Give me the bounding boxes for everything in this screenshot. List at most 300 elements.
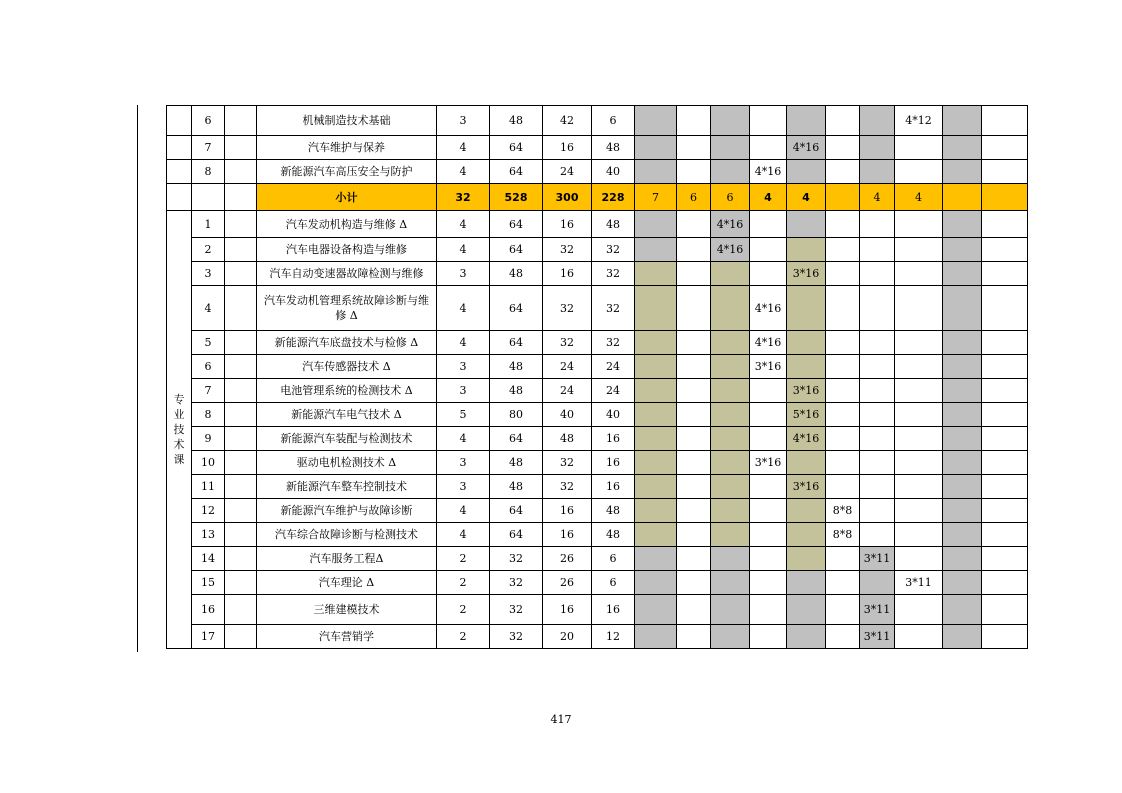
course-name-cell: 汽车综合故障诊断与检测技术 bbox=[257, 523, 437, 547]
course-code-cell bbox=[225, 238, 257, 262]
semester-cell bbox=[677, 136, 711, 160]
semester-cell bbox=[860, 331, 895, 355]
table-row bbox=[167, 160, 1028, 184]
semester-cell bbox=[860, 262, 895, 286]
credits-cell: 3 bbox=[437, 262, 490, 286]
practice-hours-cell: 40 bbox=[592, 160, 635, 184]
practice-hours-cell: 48 bbox=[592, 499, 635, 523]
course-name-cell: 汽车自动变速器故障检测与维修 bbox=[257, 262, 437, 286]
semester-cell bbox=[982, 547, 1028, 571]
semester-cell: 4*16 bbox=[750, 160, 787, 184]
row-number-cell: 11 bbox=[192, 475, 225, 499]
semester-cell bbox=[711, 475, 750, 499]
practice-hours-cell: 48 bbox=[592, 136, 635, 160]
semester-cell bbox=[635, 379, 677, 403]
semester-cell: 3*16 bbox=[750, 355, 787, 379]
theory-hours-cell: 24 bbox=[543, 355, 592, 379]
credits-cell: 2 bbox=[437, 571, 490, 595]
credits-cell: 3 bbox=[437, 379, 490, 403]
semester-cell bbox=[711, 331, 750, 355]
row-number-cell: 6 bbox=[192, 355, 225, 379]
subtotal-label: 小计 bbox=[257, 184, 437, 211]
semester-cell bbox=[750, 106, 787, 136]
semester-cell bbox=[895, 136, 943, 160]
semester-cell bbox=[895, 355, 943, 379]
semester-cell bbox=[826, 571, 860, 595]
semester-cell bbox=[635, 262, 677, 286]
course-code-cell bbox=[225, 571, 257, 595]
semester-cell bbox=[895, 262, 943, 286]
course-name-cell: 电池管理系统的检测技术 Δ bbox=[257, 379, 437, 403]
semester-cell: 3*16 bbox=[787, 379, 826, 403]
semester-cell bbox=[895, 379, 943, 403]
total-hours-cell: 48 bbox=[490, 451, 543, 475]
credits-cell: 4 bbox=[437, 499, 490, 523]
course-name-cell: 三维建模技术 bbox=[257, 595, 437, 625]
semester-cell bbox=[982, 475, 1028, 499]
semester-cell bbox=[982, 427, 1028, 451]
semester-cell bbox=[635, 625, 677, 649]
row-number-cell: 8 bbox=[192, 160, 225, 184]
theory-hours-cell: 32 bbox=[543, 451, 592, 475]
semester-cell bbox=[943, 286, 982, 331]
semester-cell bbox=[860, 286, 895, 331]
semester-cell bbox=[982, 523, 1028, 547]
semester-cell bbox=[787, 331, 826, 355]
total-hours-cell: 64 bbox=[490, 238, 543, 262]
total-hours-cell: 48 bbox=[490, 262, 543, 286]
page-number: 417 bbox=[550, 713, 572, 726]
semester-subtotal-cell: 7 bbox=[635, 184, 677, 211]
credits-cell: 3 bbox=[437, 451, 490, 475]
semester-cell bbox=[943, 403, 982, 427]
table-row bbox=[167, 451, 1028, 475]
course-name-cell: 汽车发动机构造与维修 Δ bbox=[257, 211, 437, 238]
semester-subtotal-cell bbox=[982, 184, 1028, 211]
course-name-cell: 新能源汽车装配与检测技术 bbox=[257, 427, 437, 451]
course-code-cell bbox=[225, 355, 257, 379]
practice-hours-cell: 32 bbox=[592, 286, 635, 331]
semester-cell: 3*16 bbox=[750, 451, 787, 475]
semester-cell bbox=[635, 523, 677, 547]
course-code-cell bbox=[225, 547, 257, 571]
course-code-cell bbox=[225, 262, 257, 286]
semester-cell bbox=[635, 211, 677, 238]
table-row bbox=[167, 547, 1028, 571]
theory-hours-cell: 42 bbox=[543, 106, 592, 136]
total-hours-cell: 32 bbox=[490, 547, 543, 571]
course-code-cell bbox=[225, 331, 257, 355]
semester-cell bbox=[982, 136, 1028, 160]
row-number-cell: 14 bbox=[192, 547, 225, 571]
table-row bbox=[167, 355, 1028, 379]
semester-cell bbox=[677, 160, 711, 184]
semester-cell bbox=[860, 571, 895, 595]
semester-cell bbox=[750, 427, 787, 451]
semester-cell bbox=[982, 355, 1028, 379]
semester-cell bbox=[826, 286, 860, 331]
practice-hours-cell: 16 bbox=[592, 595, 635, 625]
semester-cell bbox=[711, 451, 750, 475]
semester-cell bbox=[677, 403, 711, 427]
semester-cell bbox=[677, 106, 711, 136]
semester-cell bbox=[943, 160, 982, 184]
credits-cell: 3 bbox=[437, 475, 490, 499]
row-number-cell: 6 bbox=[192, 106, 225, 136]
semester-cell bbox=[711, 262, 750, 286]
semester-cell: 8*8 bbox=[826, 523, 860, 547]
credits-cell: 4 bbox=[437, 136, 490, 160]
semester-cell bbox=[635, 547, 677, 571]
semester-cell bbox=[635, 427, 677, 451]
semester-cell bbox=[943, 571, 982, 595]
course-code-cell bbox=[225, 184, 257, 211]
table-row bbox=[167, 595, 1028, 625]
category-label-line: 专业 bbox=[173, 393, 185, 421]
semester-cell bbox=[635, 238, 677, 262]
semester-cell bbox=[787, 547, 826, 571]
course-name-cell: 新能源汽车底盘技术与检修 Δ bbox=[257, 331, 437, 355]
course-code-cell bbox=[225, 403, 257, 427]
course-code-cell bbox=[225, 379, 257, 403]
semester-cell bbox=[982, 262, 1028, 286]
semester-cell: 4*12 bbox=[895, 106, 943, 136]
semester-cell bbox=[750, 238, 787, 262]
semester-cell bbox=[635, 451, 677, 475]
semester-cell bbox=[943, 238, 982, 262]
semester-cell bbox=[982, 379, 1028, 403]
semester-cell bbox=[677, 547, 711, 571]
theory-hours-cell: 26 bbox=[543, 571, 592, 595]
semester-cell bbox=[635, 475, 677, 499]
semester-cell bbox=[826, 160, 860, 184]
semester-cell bbox=[860, 355, 895, 379]
total-hours-cell: 64 bbox=[490, 160, 543, 184]
table-row bbox=[167, 106, 1028, 136]
credits-cell: 4 bbox=[437, 331, 490, 355]
semester-cell bbox=[635, 595, 677, 625]
course-code-cell bbox=[225, 523, 257, 547]
semester-cell bbox=[982, 625, 1028, 649]
semester-cell bbox=[711, 523, 750, 547]
semester-cell: 3*11 bbox=[860, 595, 895, 625]
semester-cell bbox=[943, 523, 982, 547]
semester-cell bbox=[711, 286, 750, 331]
course-name-cell: 汽车理论 Δ bbox=[257, 571, 437, 595]
total-hours-cell: 64 bbox=[490, 523, 543, 547]
table-row bbox=[167, 379, 1028, 403]
semester-cell bbox=[982, 595, 1028, 625]
total-hours-cell: 32 bbox=[490, 595, 543, 625]
course-name-cell: 新能源汽车整车控制技术 bbox=[257, 475, 437, 499]
total-hours-cell: 48 bbox=[490, 379, 543, 403]
theory-hours-cell: 40 bbox=[543, 403, 592, 427]
semester-cell bbox=[826, 238, 860, 262]
semester-cell bbox=[750, 211, 787, 238]
credits-cell: 4 bbox=[437, 523, 490, 547]
course-name-cell: 机械制造技术基础 bbox=[257, 106, 437, 136]
course-code-cell bbox=[225, 136, 257, 160]
course-name-cell: 新能源汽车维护与故障诊断 bbox=[257, 499, 437, 523]
semester-cell bbox=[943, 136, 982, 160]
semester-cell bbox=[787, 523, 826, 547]
semester-cell: 8*8 bbox=[826, 499, 860, 523]
left-margin-rule bbox=[137, 105, 138, 652]
semester-cell bbox=[895, 595, 943, 625]
category-cell bbox=[167, 106, 192, 136]
theory-hours-cell: 16 bbox=[543, 262, 592, 286]
semester-cell bbox=[711, 403, 750, 427]
semester-cell bbox=[711, 595, 750, 625]
semester-cell bbox=[750, 379, 787, 403]
course-name-cell: 驱动电机检测技术 Δ bbox=[257, 451, 437, 475]
table-row bbox=[167, 571, 1028, 595]
semester-cell bbox=[826, 355, 860, 379]
semester-cell bbox=[711, 355, 750, 379]
semester-cell bbox=[750, 625, 787, 649]
semester-cell bbox=[711, 499, 750, 523]
total-hours-cell: 80 bbox=[490, 403, 543, 427]
semester-subtotal-cell: 6 bbox=[677, 184, 711, 211]
table-row bbox=[167, 523, 1028, 547]
total-hours-cell: 64 bbox=[490, 286, 543, 331]
semester-cell bbox=[711, 106, 750, 136]
semester-cell bbox=[750, 403, 787, 427]
course-name-cell: 汽车维护与保养 bbox=[257, 136, 437, 160]
semester-cell bbox=[635, 403, 677, 427]
theory-hours-cell: 16 bbox=[543, 595, 592, 625]
total-hours-cell: 64 bbox=[490, 427, 543, 451]
semester-cell bbox=[635, 331, 677, 355]
credits-cell: 2 bbox=[437, 625, 490, 649]
credits-cell: 4 bbox=[437, 211, 490, 238]
practice-hours-cell: 12 bbox=[592, 625, 635, 649]
credits-cell: 2 bbox=[437, 547, 490, 571]
theory-hours-cell: 16 bbox=[543, 136, 592, 160]
category-label-line: 课 bbox=[173, 453, 185, 466]
semester-cell bbox=[943, 451, 982, 475]
total-hours-cell: 64 bbox=[490, 331, 543, 355]
semester-cell bbox=[826, 547, 860, 571]
credits-cell: 4 bbox=[437, 238, 490, 262]
credits-cell: 4 bbox=[437, 160, 490, 184]
course-code-cell bbox=[225, 160, 257, 184]
semester-cell bbox=[677, 331, 711, 355]
semester-cell bbox=[677, 211, 711, 238]
semester-cell bbox=[982, 571, 1028, 595]
row-number-cell: 7 bbox=[192, 136, 225, 160]
semester-cell bbox=[895, 451, 943, 475]
semester-cell bbox=[826, 427, 860, 451]
semester-cell bbox=[895, 331, 943, 355]
semester-cell bbox=[750, 499, 787, 523]
practice-hours-cell: 24 bbox=[592, 355, 635, 379]
semester-cell bbox=[943, 262, 982, 286]
semester-cell bbox=[711, 571, 750, 595]
theory-hours-cell: 24 bbox=[543, 160, 592, 184]
semester-cell bbox=[943, 355, 982, 379]
course-name-cell: 汽车营销学 bbox=[257, 625, 437, 649]
category-label-cell bbox=[167, 211, 192, 649]
practice-hours-cell: 16 bbox=[592, 427, 635, 451]
row-number-cell: 7 bbox=[192, 379, 225, 403]
semester-cell bbox=[750, 571, 787, 595]
row-number-cell: 2 bbox=[192, 238, 225, 262]
course-code-cell bbox=[225, 211, 257, 238]
category-cell bbox=[167, 136, 192, 160]
semester-cell bbox=[677, 451, 711, 475]
semester-subtotal-cell: 4 bbox=[895, 184, 943, 211]
semester-cell bbox=[711, 379, 750, 403]
row-number-cell: 10 bbox=[192, 451, 225, 475]
credits-cell: 4 bbox=[437, 286, 490, 331]
theory-hours-cell: 16 bbox=[543, 523, 592, 547]
semester-cell bbox=[860, 499, 895, 523]
subtotal-theory: 300 bbox=[543, 184, 592, 211]
subtotal-row bbox=[167, 184, 1028, 211]
semester-cell bbox=[635, 499, 677, 523]
semester-cell bbox=[677, 499, 711, 523]
semester-cell: 3*16 bbox=[787, 475, 826, 499]
semester-cell bbox=[860, 379, 895, 403]
semester-cell bbox=[750, 595, 787, 625]
semester-cell bbox=[860, 451, 895, 475]
semester-cell bbox=[982, 451, 1028, 475]
subtotal-practice: 228 bbox=[592, 184, 635, 211]
total-hours-cell: 48 bbox=[490, 355, 543, 379]
table-row bbox=[167, 136, 1028, 160]
semester-cell bbox=[711, 136, 750, 160]
total-hours-cell: 32 bbox=[490, 625, 543, 649]
table-row bbox=[167, 238, 1028, 262]
course-name-cell: 汽车服务工程Δ bbox=[257, 547, 437, 571]
semester-cell bbox=[860, 106, 895, 136]
semester-cell bbox=[750, 547, 787, 571]
semester-cell bbox=[787, 211, 826, 238]
practice-hours-cell: 24 bbox=[592, 379, 635, 403]
semester-cell bbox=[982, 286, 1028, 331]
semester-cell bbox=[982, 238, 1028, 262]
practice-hours-cell: 6 bbox=[592, 106, 635, 136]
semester-cell bbox=[860, 160, 895, 184]
category-cell bbox=[167, 184, 192, 211]
table-row bbox=[167, 427, 1028, 451]
semester-cell bbox=[677, 427, 711, 451]
course-code-cell bbox=[225, 106, 257, 136]
semester-cell bbox=[895, 475, 943, 499]
semester-subtotal-cell: 4 bbox=[750, 184, 787, 211]
theory-hours-cell: 32 bbox=[543, 286, 592, 331]
practice-hours-cell: 32 bbox=[592, 331, 635, 355]
practice-hours-cell: 32 bbox=[592, 238, 635, 262]
row-number-cell: 16 bbox=[192, 595, 225, 625]
row-number-cell: 9 bbox=[192, 427, 225, 451]
semester-cell bbox=[787, 571, 826, 595]
course-name-cell: 汽车电器设备构造与维修 bbox=[257, 238, 437, 262]
semester-cell bbox=[895, 523, 943, 547]
semester-cell bbox=[711, 160, 750, 184]
semester-cell bbox=[750, 136, 787, 160]
semester-cell: 5*16 bbox=[787, 403, 826, 427]
total-hours-cell: 64 bbox=[490, 499, 543, 523]
semester-cell bbox=[635, 571, 677, 595]
total-hours-cell: 48 bbox=[490, 475, 543, 499]
semester-cell bbox=[982, 106, 1028, 136]
course-name-cell: 新能源汽车高压安全与防护 bbox=[257, 160, 437, 184]
semester-cell bbox=[677, 238, 711, 262]
semester-cell bbox=[826, 475, 860, 499]
row-number-cell: 5 bbox=[192, 331, 225, 355]
semester-cell bbox=[895, 547, 943, 571]
semester-cell bbox=[943, 106, 982, 136]
semester-cell bbox=[677, 262, 711, 286]
semester-cell bbox=[895, 403, 943, 427]
practice-hours-cell: 16 bbox=[592, 451, 635, 475]
category-label-line: 技术 bbox=[173, 423, 185, 451]
semester-cell bbox=[826, 331, 860, 355]
row-number-cell: 3 bbox=[192, 262, 225, 286]
semester-cell bbox=[895, 625, 943, 649]
course-code-cell bbox=[225, 499, 257, 523]
theory-hours-cell: 16 bbox=[543, 499, 592, 523]
semester-cell bbox=[826, 106, 860, 136]
semester-cell bbox=[826, 379, 860, 403]
semester-cell bbox=[787, 106, 826, 136]
theory-hours-cell: 32 bbox=[543, 475, 592, 499]
semester-cell: 3*11 bbox=[895, 571, 943, 595]
table-row bbox=[167, 286, 1028, 331]
semester-cell bbox=[860, 427, 895, 451]
course-code-cell bbox=[225, 475, 257, 499]
credits-cell: 3 bbox=[437, 355, 490, 379]
semester-cell bbox=[943, 499, 982, 523]
row-number-cell: 4 bbox=[192, 286, 225, 331]
semester-cell bbox=[635, 106, 677, 136]
semester-cell bbox=[982, 160, 1028, 184]
theory-hours-cell: 16 bbox=[543, 211, 592, 238]
semester-cell bbox=[826, 262, 860, 286]
table-row bbox=[167, 262, 1028, 286]
semester-cell: 3*11 bbox=[860, 547, 895, 571]
semester-cell bbox=[677, 355, 711, 379]
semester-cell bbox=[826, 451, 860, 475]
course-name-cell: 汽车发动机管理系统故障诊断与维修 Δ bbox=[257, 286, 437, 331]
table-row bbox=[167, 625, 1028, 649]
row-number-cell: 13 bbox=[192, 523, 225, 547]
semester-cell bbox=[982, 403, 1028, 427]
semester-cell: 3*11 bbox=[860, 625, 895, 649]
semester-cell bbox=[711, 427, 750, 451]
semester-cell bbox=[860, 475, 895, 499]
semester-cell bbox=[895, 499, 943, 523]
row-number-cell: 8 bbox=[192, 403, 225, 427]
subtotal-total: 528 bbox=[490, 184, 543, 211]
semester-cell bbox=[750, 523, 787, 547]
semester-cell bbox=[860, 211, 895, 238]
semester-cell bbox=[826, 403, 860, 427]
row-number-cell: 17 bbox=[192, 625, 225, 649]
theory-hours-cell: 48 bbox=[543, 427, 592, 451]
semester-cell bbox=[787, 499, 826, 523]
semester-subtotal-cell: 6 bbox=[711, 184, 750, 211]
semester-cell bbox=[787, 595, 826, 625]
semester-cell bbox=[826, 595, 860, 625]
semester-cell bbox=[635, 160, 677, 184]
total-hours-cell: 48 bbox=[490, 106, 543, 136]
practice-hours-cell: 16 bbox=[592, 475, 635, 499]
semester-cell bbox=[943, 211, 982, 238]
practice-hours-cell: 6 bbox=[592, 547, 635, 571]
